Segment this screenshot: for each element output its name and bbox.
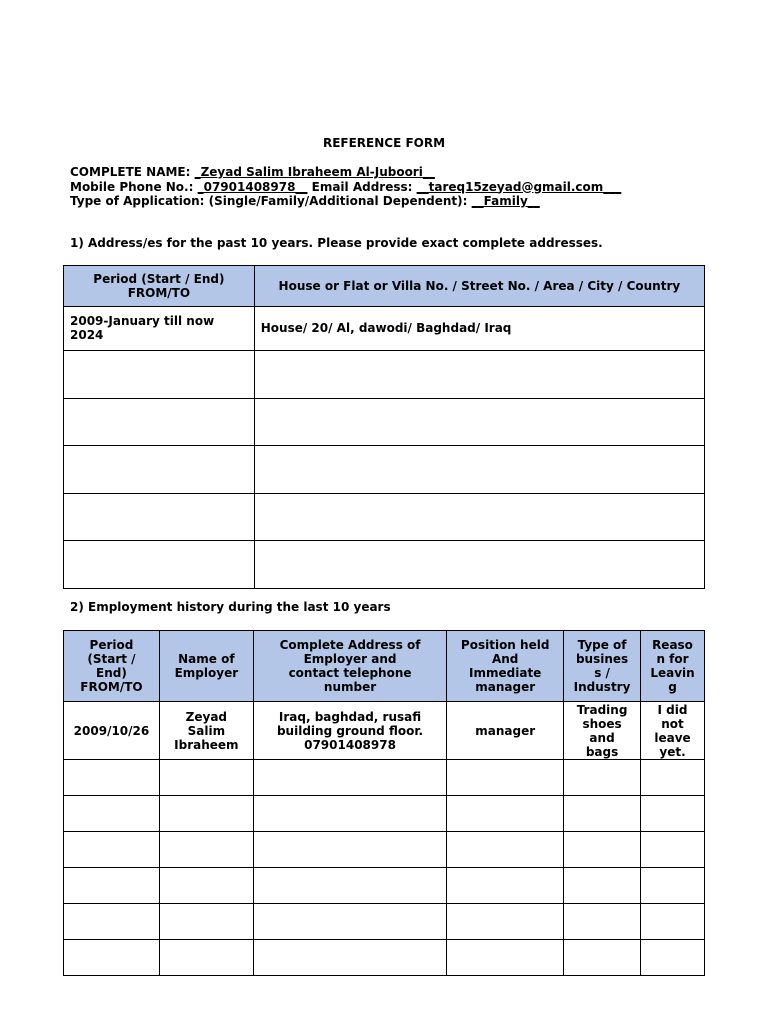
employment-position-cell: manager (447, 702, 564, 760)
table-row (64, 796, 705, 832)
employment-address-cell (253, 796, 446, 832)
phone-value: _07901408978__ (197, 179, 308, 194)
employment-position-cell (447, 760, 564, 796)
employment-header-position: Position held And Immediate manager (447, 631, 564, 702)
employment-position-cell (447, 796, 564, 832)
name-value: _Zeyad Salim Ibraheem Al-Juboori__ (194, 165, 435, 179)
section1-heading: 1) Address/es for the past 10 years. Please provide exact complete addresses. (70, 236, 603, 250)
section2-heading: 2) Employment history during the last 10 years (70, 600, 391, 614)
employment-employer-cell (159, 904, 253, 940)
employment-reason-cell (641, 760, 705, 796)
employment-reason-cell (641, 868, 705, 904)
employment-employer-cell: Zeyad Salim Ibraheem (159, 702, 253, 760)
employment-period-cell (64, 760, 160, 796)
employment-position-cell (447, 940, 564, 976)
employment-period-cell (64, 832, 160, 868)
employment-period-cell: 2009/10/26 (64, 702, 160, 760)
employment-business-cell: Trading shoes and bags (564, 702, 641, 760)
employment-period-cell (64, 940, 160, 976)
table-row (64, 541, 705, 589)
application-type-value: __Family__ (471, 194, 540, 208)
employment-header-business: Type of busines s / Industry (564, 631, 641, 702)
employment-period-cell (64, 904, 160, 940)
employment-business-cell (564, 940, 641, 976)
employment-reason-cell (641, 940, 705, 976)
table-row (64, 760, 705, 796)
application-type-label: Type of Application: (Single/Family/Additional Dependent): (70, 194, 472, 208)
address-period-cell (64, 399, 255, 446)
address-period-cell (64, 541, 255, 589)
table-row (64, 307, 705, 351)
employment-business-cell (564, 796, 641, 832)
address-period-cell (64, 446, 255, 494)
name-label: COMPLETE NAME: (70, 165, 195, 179)
address-value-cell (254, 399, 704, 446)
employment-reason-cell: I did not leave yet. (641, 702, 705, 760)
employment-header-row (64, 631, 705, 702)
employment-business-cell (564, 904, 641, 940)
employment-employer-cell (159, 796, 253, 832)
address-value-cell: House/ 20/ Al, dawodi/ Baghdad/ Iraq (254, 307, 704, 351)
employment-address-cell: Iraq, baghdad, rusafi building ground floor. 07901408978 (253, 702, 446, 760)
employment-reason-cell (641, 796, 705, 832)
table-row (64, 351, 705, 399)
address-value-cell (254, 541, 704, 589)
employment-position-cell (447, 832, 564, 868)
table-row (64, 446, 705, 494)
employment-header-employer: Name of Employer (159, 631, 253, 702)
employment-employer-cell (159, 940, 253, 976)
table-row (64, 904, 705, 940)
email-value: __tareq15zeyad@gmail.com___ (416, 179, 622, 194)
email-label: Email Address: (307, 179, 417, 194)
employment-reason-cell (641, 904, 705, 940)
employment-position-cell (447, 868, 564, 904)
employment-period-cell (64, 796, 160, 832)
employment-reason-cell (641, 832, 705, 868)
employment-business-cell (564, 868, 641, 904)
address-value-cell (254, 494, 704, 541)
table-row (64, 868, 705, 904)
address-header-address: House or Flat or Villa No. / Street No. / Area / City / Country (254, 266, 704, 307)
employment-business-cell (564, 760, 641, 796)
table-row (64, 832, 705, 868)
employment-address-cell (253, 904, 446, 940)
table-row (64, 702, 705, 760)
employment-employer-cell (159, 760, 253, 796)
address-value-cell (254, 446, 704, 494)
employment-address-cell (253, 940, 446, 976)
contact-line (70, 180, 621, 195)
address-header-period: Period (Start / End) FROM/TO (64, 266, 255, 307)
address-period-cell (64, 494, 255, 541)
table-row (64, 494, 705, 541)
address-table (63, 265, 705, 589)
employment-address-cell (253, 832, 446, 868)
employment-address-cell (253, 760, 446, 796)
employment-table (63, 630, 705, 976)
employment-employer-cell (159, 868, 253, 904)
address-period-cell: 2009-January till now 2024 (64, 307, 255, 351)
form-title: REFERENCE FORM (322, 136, 446, 150)
employment-employer-cell (159, 832, 253, 868)
employment-period-cell (64, 868, 160, 904)
table-row (64, 399, 705, 446)
applicant-info (70, 165, 621, 209)
employment-business-cell (564, 832, 641, 868)
address-value-cell (254, 351, 704, 399)
application-type-line (70, 194, 621, 209)
address-header-row (64, 266, 705, 307)
name-line (70, 165, 621, 180)
table-row (64, 940, 705, 976)
address-period-cell (64, 351, 255, 399)
employment-header-period: Period (Start / End) FROM/TO (64, 631, 160, 702)
employment-header-address: Complete Address of Employer and contact telephone number (253, 631, 446, 702)
employment-address-cell (253, 868, 446, 904)
employment-position-cell (447, 904, 564, 940)
employment-header-reason: Reaso n for Leavin g (641, 631, 705, 702)
phone-label: Mobile Phone No.: (70, 179, 198, 194)
